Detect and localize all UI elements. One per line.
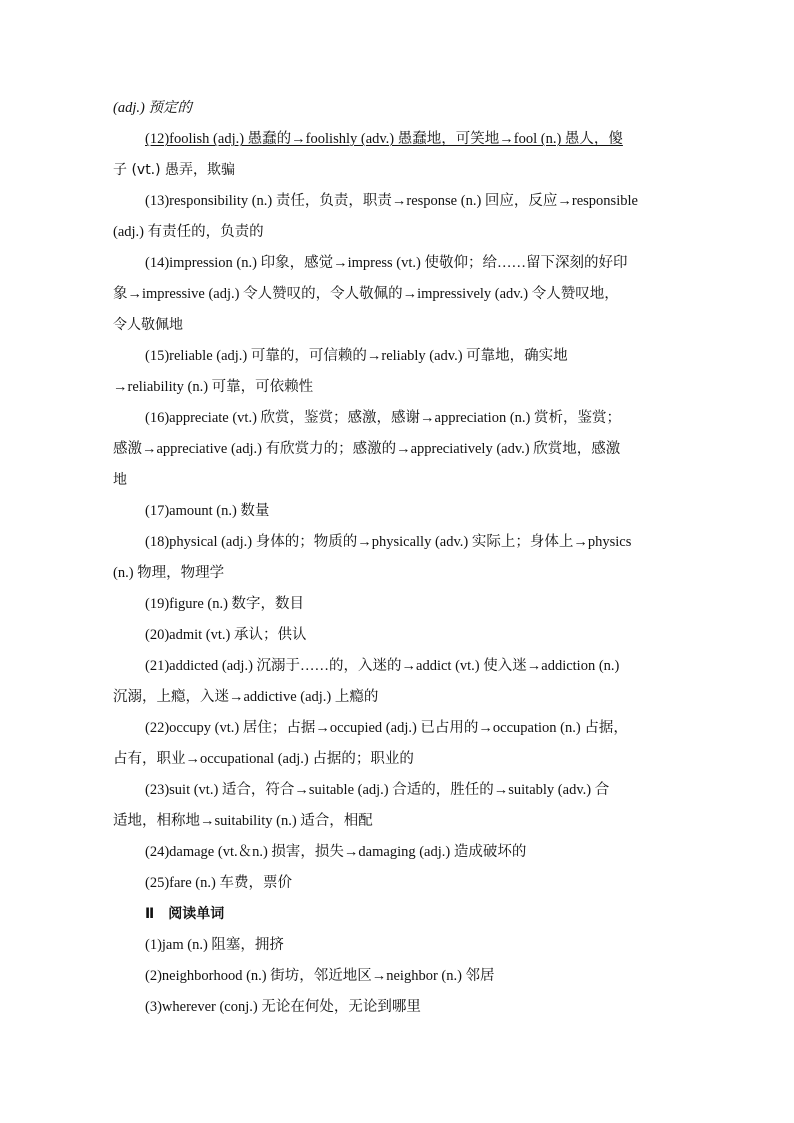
text-line: [113, 93, 683, 124]
line-text: (19)figure (n.) 数字，数目: [145, 596, 305, 612]
line-text: 适地，相称地→suitability (n.) 适合，相配: [113, 813, 373, 829]
text-line: [113, 744, 683, 775]
line-text: (25)fare (n.) 车费，票价: [145, 875, 292, 891]
text-line: [113, 651, 683, 682]
text-line: [113, 217, 683, 248]
section-heading: [113, 899, 683, 930]
line-text: (15)reliable (adj.) 可靠的，可信赖的→reliably (adv.) 可靠地，确实地: [145, 348, 568, 364]
text-line: [113, 248, 683, 279]
text-line: [113, 930, 683, 961]
text-line: [113, 868, 683, 899]
text-line: [113, 527, 683, 558]
line-text: (18)physical (adj.) 身体的；物质的→physically (adv.) 实际上；身体上→physics: [145, 534, 632, 550]
line-text: 令人敬佩地: [113, 317, 183, 333]
line-text: (3)wherever (conj.) 无论在何处，无论到哪里: [145, 999, 421, 1015]
line-text: 地: [113, 472, 127, 488]
text-line: [113, 279, 683, 310]
line-text: 感激→appreciative (adj.) 有欣赏力的；感激的→appreciatively (adv.) 欣赏地，感激: [113, 441, 621, 457]
line-text: (22)occupy (vt.) 居住；占据→occupied (adj.) 已占用的→occupation (n.) 占据，: [145, 720, 628, 736]
text-line: [113, 403, 683, 434]
text-line: [113, 434, 683, 465]
text-line: [113, 620, 683, 651]
text-line: [113, 775, 683, 806]
section-heading-text: Ⅱ 阅读单词: [145, 906, 225, 922]
line-text: →reliability (n.) 可靠，可依赖性: [113, 379, 314, 395]
line-text: (20)admit (vt.) 承认；供认: [145, 627, 307, 643]
text-line: [113, 589, 683, 620]
text-line: [113, 558, 683, 589]
line-text: (n.) 物理，物理学: [113, 565, 225, 581]
text-line: [113, 713, 683, 744]
text-line: [113, 837, 683, 868]
line-text: 沉溺，上瘾，入迷→addictive (adj.) 上瘾的: [113, 689, 379, 705]
line-text: (12)foolish (adj.) 愚蠢的→foolishly (adv.) 愚蠢地，可笑地→fool (n.) 愚人，傻: [145, 131, 623, 147]
line-text: 子 (vt.) 愚弄，欺骗: [113, 162, 236, 178]
line-text: (13)responsibility (n.) 责任，负责，职责→response (n.) 回应，反应→responsible: [145, 193, 638, 209]
text-line: [113, 961, 683, 992]
line-text: 象→impressive (adj.) 令人赞叹的，令人敬佩的→impressively (adv.) 令人赞叹地，: [113, 286, 619, 302]
text-line: [113, 496, 683, 527]
text-line: [113, 186, 683, 217]
line-text: (16)appreciate (vt.) 欣赏，鉴赏；感激，感谢→appreciation (n.) 赏析，鉴赏；: [145, 410, 621, 426]
vocabulary-list: [113, 93, 683, 1023]
line-text: (2)neighborhood (n.) 街坊，邻近地区→neighbor (n.) 邻居: [145, 968, 495, 984]
text-line: [113, 341, 683, 372]
text-line: [113, 806, 683, 837]
line-text: (adj.) 预定的: [113, 100, 192, 116]
line-text: (14)impression (n.) 印象，感觉→impress (vt.) 使敬仰；给……留下深刻的好印: [145, 255, 628, 271]
line-text: (24)damage (vt.＆n.) 损害，损失→damaging (adj.) 造成破坏的: [145, 844, 527, 860]
line-text: 占有，职业→occupational (adj.) 占据的；职业的: [113, 751, 414, 767]
line-text: (1)jam (n.) 阻塞，拥挤: [145, 937, 284, 953]
text-line: [113, 682, 683, 713]
text-line: [113, 310, 683, 341]
line-text: (23)suit (vt.) 适合，符合→suitable (adj.) 合适的，胜任的→suitably (adv.) 合: [145, 782, 610, 798]
text-line: [113, 124, 683, 155]
text-line: [113, 372, 683, 403]
line-text: (21)addicted (adj.) 沉溺于……的，入迷的→addict (vt.) 使入迷→addiction (n.): [145, 658, 620, 674]
text-line: [113, 465, 683, 496]
text-line: [113, 155, 683, 186]
line-text: (17)amount (n.) 数量: [145, 503, 270, 519]
text-line: [113, 992, 683, 1023]
line-text: (adj.) 有责任的，负责的: [113, 224, 264, 240]
